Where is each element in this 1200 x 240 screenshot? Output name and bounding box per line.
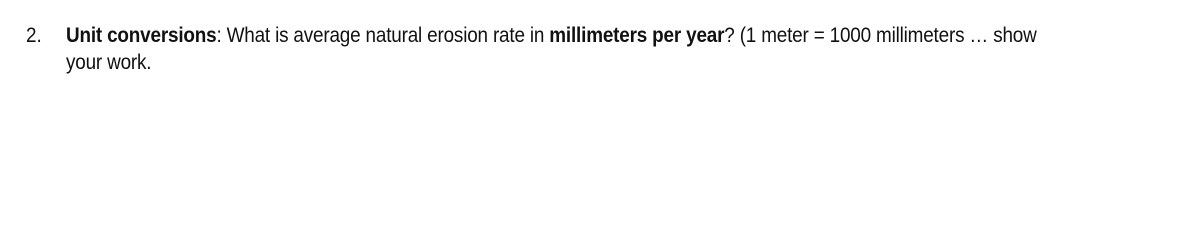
question-colon: : <box>216 24 227 47</box>
question-number: 2. <box>26 24 42 47</box>
question-text <box>66 22 1074 76</box>
question-text-part1: What is average natural erosion rate in <box>226 24 550 47</box>
question-text-part2: ? (1 meter = 1000 millimeters … show your work. <box>66 24 1037 74</box>
question-emphasis: millimeters per year <box>549 24 725 47</box>
question-item <box>26 22 1186 76</box>
question-topic: Unit conversions <box>66 24 217 47</box>
